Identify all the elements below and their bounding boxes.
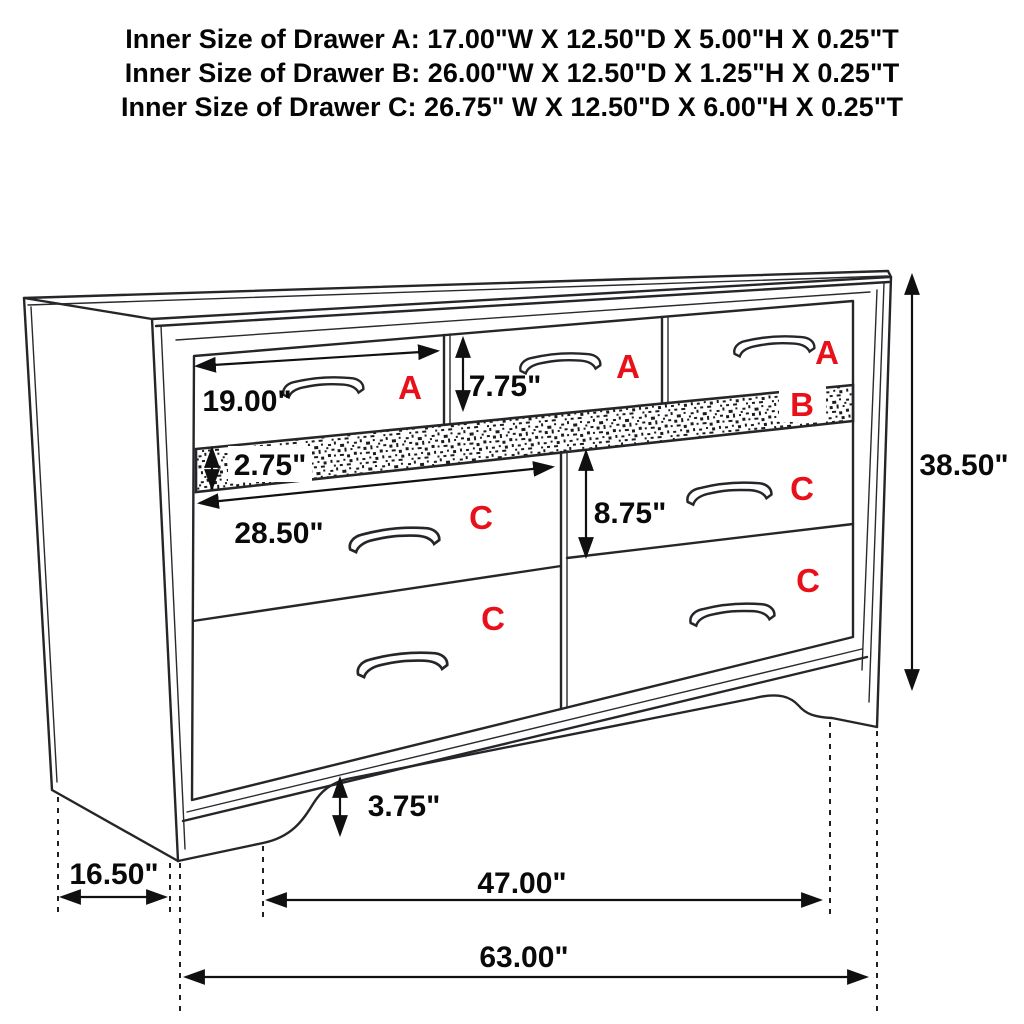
drawer-letters <box>398 334 839 637</box>
dim-label-overall-height: 38.50" <box>919 449 1009 482</box>
drawer-handles <box>282 334 814 678</box>
dim-label-strip-height: 2.75" <box>233 449 307 482</box>
letter-drawer-c-top-left: C <box>469 499 493 536</box>
letter-drawer-c-bottom-left: C <box>481 600 505 637</box>
letter-drawer-a-right: A <box>815 334 839 371</box>
dim-label-drawer-a-width: 19.00" <box>202 385 292 418</box>
letter-drawer-b: B <box>790 386 814 423</box>
side-panel-inner-line <box>31 307 57 782</box>
handle-drawer-a-left <box>282 375 363 398</box>
base-molding-line-1 <box>187 649 862 812</box>
dim-label-overall-width: 63.00" <box>479 941 569 974</box>
cabinet-base <box>178 649 877 861</box>
dim-label-drawer-a-height: 7.75" <box>468 370 542 403</box>
dim-label-base-height: 3.75" <box>367 790 441 823</box>
handle-drawer-c-top-right <box>686 480 772 505</box>
cabinet-left-side <box>24 298 185 861</box>
dim-label-feet-span: 47.00" <box>477 867 567 900</box>
handle-drawer-c-bottom-left <box>356 649 447 678</box>
letter-drawer-a-left: A <box>398 369 422 406</box>
handle-drawer-c-bottom-right <box>689 601 775 626</box>
top-surface <box>24 271 891 319</box>
letter-drawer-c-top-right: C <box>790 470 814 507</box>
dim-label-drawer-c-height: 8.75" <box>593 497 667 530</box>
handle-drawer-c-top-left <box>348 524 439 553</box>
dim-label-side-depth: 16.50" <box>69 858 159 891</box>
spec-line-drawer-b: Inner Size of Drawer B: 26.00"W X 12.50"D X 1.25"H X 0.25"T <box>124 58 900 88</box>
spec-line-drawer-c: Inner Size of Drawer C: 26.75" W X 12.50"D X 6.00"H X 0.25"T <box>120 92 903 122</box>
divider-c-left <box>193 566 561 621</box>
base-molding-line-2 <box>183 657 867 821</box>
dim-label-drawer-c-width: 28.50" <box>234 517 324 550</box>
spec-line-drawer-a: Inner Size of Drawer A: 17.00"W X 12.50"D X 5.00"H X 0.25"T <box>125 24 899 54</box>
right-bevel-line-2 <box>862 290 877 670</box>
letter-drawer-a-middle: A <box>616 348 640 385</box>
letter-drawer-c-bottom-right: C <box>796 562 820 599</box>
cabinet-top <box>24 271 891 340</box>
right-bevel-line-1 <box>869 283 884 702</box>
right-outer-edge <box>877 277 891 727</box>
handle-drawer-a-right <box>733 334 814 357</box>
